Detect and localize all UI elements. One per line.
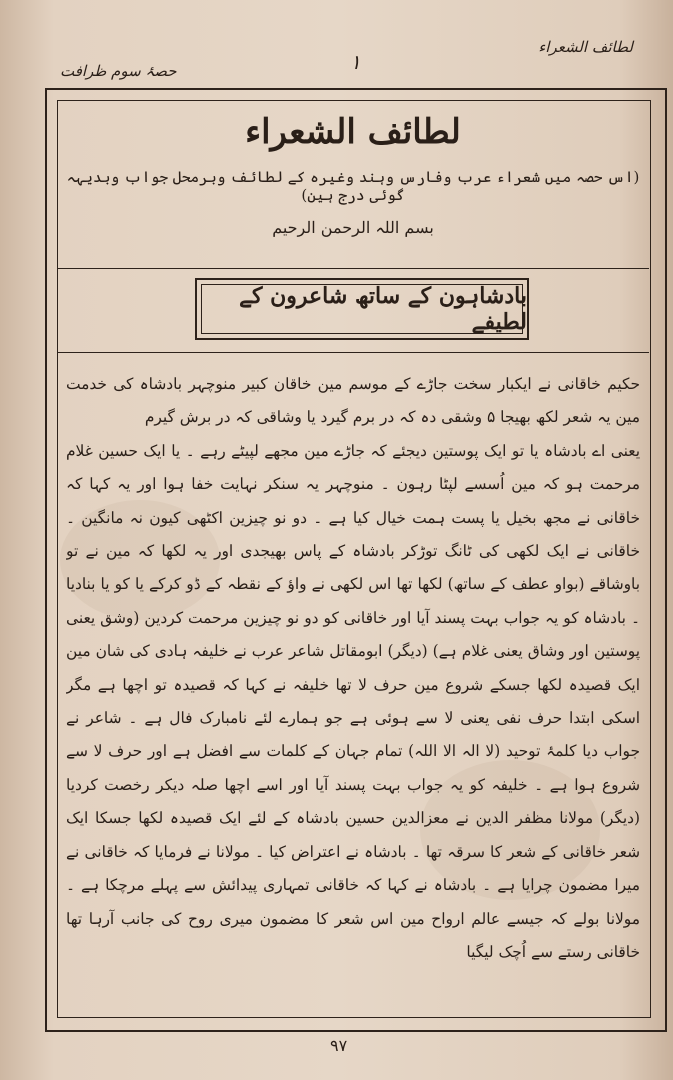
body-paragraph: یعنی اے بادشاہ یا تو ایک پوستین دیجئے کہ جاڑے مین مجھے لپیٹے رہے ۔ یا ایک حسین غلام مرحمت ہو کہ مین اُسسے لپٹا رہون ۔ منوچہر یہ سنکر نہایت خفا ہوا اور یہ کہا کہ خاقانی نے مجھ بخیل یا پست ہمت خیال کیا ہے ۔ دو نو چیزین اکٹھی کیون نہ مانگین ۔ خاقانی نے ایک لکھی کی ٹانگ توڑکر بادشاہ کے پاس بھیجدی اور یہ لکھا کہ مین نے تو باوشاقے (بواو عطف کے ساتھ) لکھا تھا اس لکھی نے واؤ کے نقطہ کے ڈو کرکے یا کو یا بنادیا ۔ بادشاہ کو یہ جواب بہت پسند آیا اور خاقانی کو دو نو چیزین مرحمت کردین (وشق یعنی پوستین اور وشاق یعنی غلام ہے) (دیگر) ابومقاتل شاعر عرب نے خلیفہ ہادی کی شان مین ایک قصیدہ لکھا جسکے شروع مین حرف لا تھا خلیفہ نے کہا کہ قصیدہ تو اچھا ہے مگر اسکی ابتدا حرف نفی یعنی لا سے ہوئی ہے جو ہمارے لئے نامبارک فال ہے ۔ شاعر نے جواب دیا کلمۂ توحید (لا الہ الا اللہ) تمام جہان کے کلمات سے افضل ہے اور حرف لا سے شروع ہوا ہے ۔ خلیفہ کو یہ جواب بہت پسند آیا اور اسے اچھا صلہ دیکر رخصت کردیا (دیگر) مولانا مظفر الدین نے معزالدین حسین بادشاہ کے لئے ایک قصیدہ لکھا جسکا ایک شعر خاقانی کے شعر کا سرقہ تھا ۔ بادشاہ نے اعتراض کیا ۔ مولانا نے فرمایا کہ خاقانی نے میرا مضمون چرایا ہے ۔ بادشاہ نے کہا کہ خاقانی تمہاری پیدائش سے پہلے مرچکا ہے ۔ مولانا بولے کہ جیسے عالم ارواح مین اس شعر کا مضمون میری روح کی جانب آرہا تھا خاقانی رستے سے اُچک لیگیا [66,441,640,961]
bismillah-line: بسم اللہ الرحمن الرحیم [272,218,434,237]
running-head-section: حصۂ سوم ظرافت [60,62,177,80]
page-subtitle: (اس حصہ میں شعراء عرب وفارس وہند وغیرہ کے لطائف وبرمحل جواب وبدیہہ گوئی درج ہین) [66,168,640,204]
body-text [66,368,640,1008]
folio-number: ۹۷ [330,1036,348,1055]
divider-rule [57,268,649,269]
section-heading-box [195,278,529,340]
section-heading: بادشاہون کے ساتھ شاعرون کے لطیفے [239,283,527,335]
divider-rule [57,352,649,353]
running-head-title: لطائف الشعراء [538,38,633,56]
running-head-page-number: ۱ [350,50,361,74]
body-paragraph: حکیم خاقانی نے ایکبار سخت جاڑے کے موسم مین خاقان کبیر منوچہر بادشاہ کی خدمت مین یہ شعر لکھ بھیجا ۵ وشقی دہ کہ در برم گیرد یا وشاقی کہ در برش گیرم [66,375,640,427]
page-title: لطائف الشعراء [245,112,461,152]
